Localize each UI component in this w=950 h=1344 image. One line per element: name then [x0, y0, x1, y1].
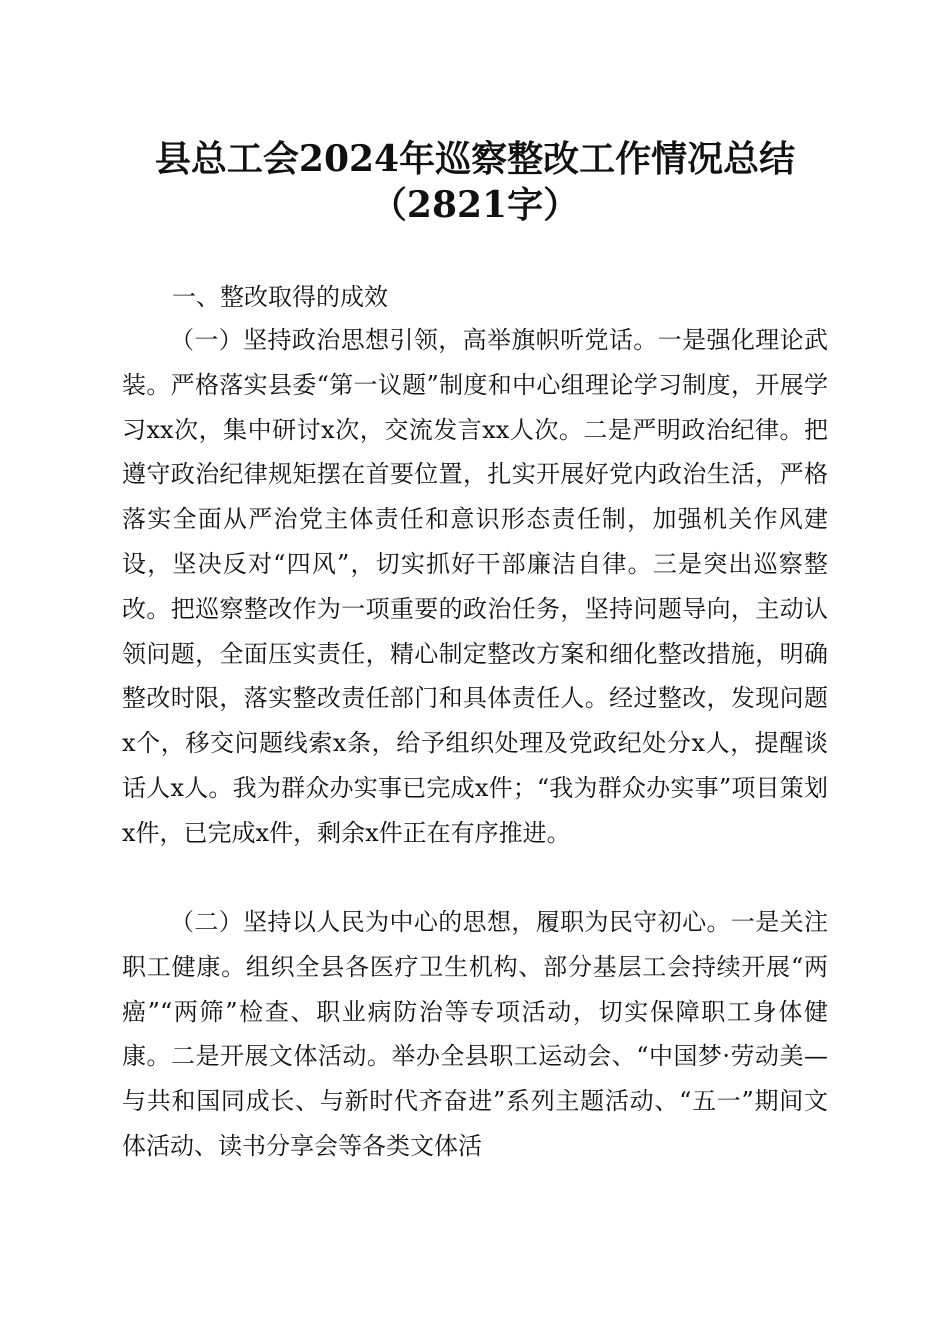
paragraph-lead: （二）坚持以人民为中心的思想，履职为民守初心。	[170, 908, 731, 936]
title-line-main: 县总工会2024年巡察整改工作情况总结	[154, 138, 796, 180]
paragraph-text: 一是强化理论武装。严格落实县委“第一议题”制度和中心组理论学习制度，开展学习xx次，集中研讨x次，交流发言xx人次。二是严明政治纪律。把遵守政治纪律规矩摆在首要位置，扎实开展好党内政治生活，严格落实全面从严治党主体责任和意识形态责任制，加强机关作风建设，坚决反对“四风”，切实抓好干部廉洁自律。三是突出巡察整改。把巡察整改作为一项重要的政治任务，坚持问题导向，主动认领问题，全面压实责任，精心制定整改方案和细化整改措施，明确整改时限，落实整改责任部门和具体责任人。经过整改，发现问题x个，移交问题线索x条，给予组织处理及党政纪处分x人，提醒谈话人x人。我为群众办实事已完成x件；“我为群众办实事”项目策划x件，已完成x件，剩余x件正在有序推进。	[122, 326, 829, 847]
document-title	[100, 136, 850, 228]
paragraph-2	[122, 900, 828, 1169]
paragraph-text: 一是关注职工健康。组织全县各医疗卫生机构、部分基层工会持续开展“两癌”“两筛”检查、职业病防治等专项活动，切实保障职工身体健康。二是开展文体活动。举办全县职工运动会、“中国梦·劳动美—与共和国同成长、与新时代齐奋进”系列主题活动、“五一”期间文体活动、读书分享会等各类文体活	[122, 908, 829, 1160]
section-heading: 一、整改取得的成效	[172, 283, 388, 311]
paragraph-1	[122, 318, 828, 856]
paragraph-lead: （一）坚持政治思想引领，高举旗帜听党话。	[170, 326, 658, 354]
paragraph-content	[122, 318, 828, 856]
paragraph-content	[122, 900, 828, 1169]
title-line-wordcount: （2821字）	[370, 184, 580, 226]
